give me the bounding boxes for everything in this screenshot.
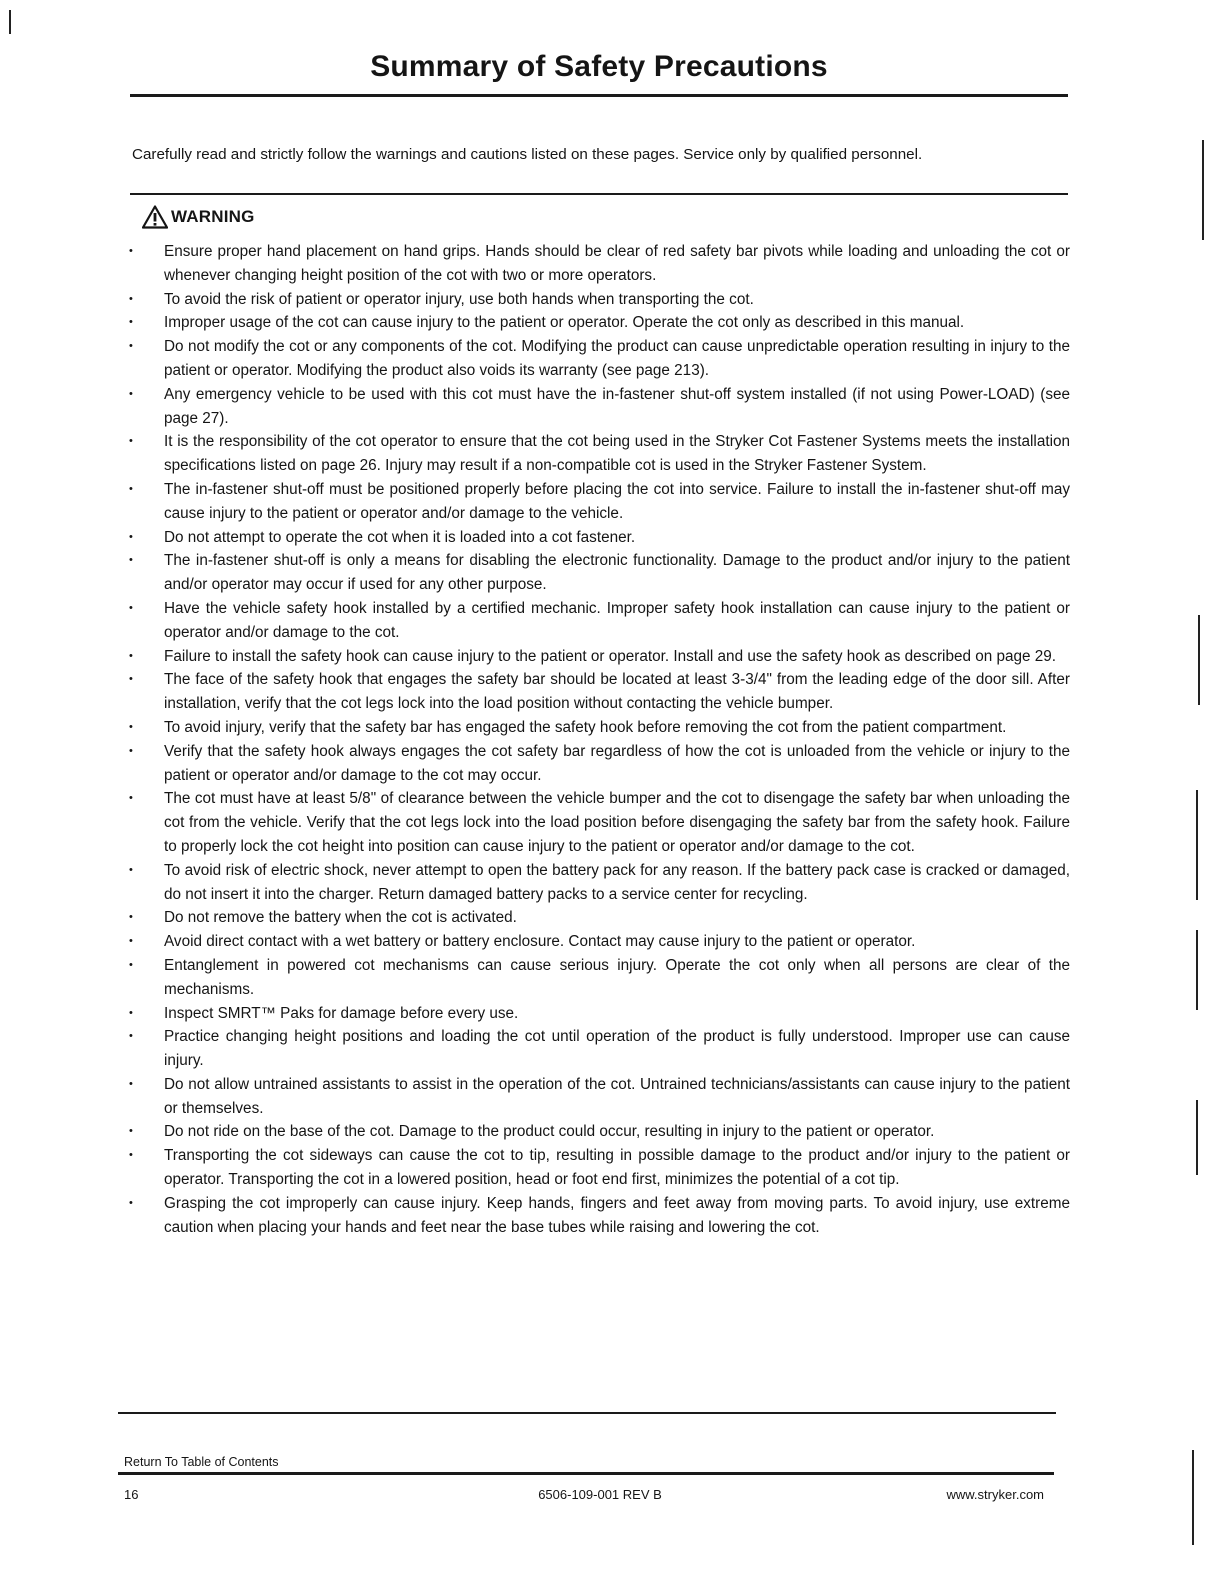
page-title: Summary of Safety Precautions bbox=[370, 50, 828, 83]
warning-item: • Any emergency vehicle to be used with this cot must have the in-fastener shut-off system installed (if not using Power-LOAD) (see page 27). bbox=[120, 383, 1070, 431]
warning-item: • Grasping the cot improperly can cause injury. Keep hands, fingers and feet away from moving parts. To avoid injury, use extreme caution when placing your hands and feet near the base tubes while raising and lowering the cot. bbox=[120, 1192, 1070, 1240]
page-number: 16 bbox=[124, 1487, 139, 1502]
warning-item: • The in-fastener shut-off is only a means for disabling the electronic functionality. Damage to the product and/or injury to the patient and/or operator may occur if used for any other purpose. bbox=[120, 549, 1070, 597]
warning-item: • Ensure proper hand placement on hand grips. Hands should be clear of red safety bar pivots while loading and unloading the cot or whenever changing height position of the cot with two or more operators. bbox=[120, 240, 1070, 288]
warning-item: • Entanglement in powered cot mechanisms can cause serious injury. Operate the cot only when all persons are clear of the mechanisms. bbox=[120, 954, 1070, 1002]
intro-text: Carefully read and strictly follow the warnings and cautions listed on these pages. Service only by qualified personnel. bbox=[132, 146, 923, 163]
scan-edge-mark bbox=[1192, 1450, 1194, 1545]
warning-item: • Do not remove the battery when the cot is activated. bbox=[120, 906, 1070, 930]
scan-edge-mark bbox=[9, 10, 11, 34]
scan-edge-mark bbox=[1196, 790, 1198, 900]
warning-header bbox=[142, 202, 255, 232]
warning-item: • Do not allow untrained assistants to assist in the operation of the cot. Untrained technicians/assistants can cause injury to the patient or themselves. bbox=[120, 1073, 1070, 1121]
warning-item: • To avoid the risk of patient or operator injury, use both hands when transporting the cot. bbox=[120, 288, 1070, 312]
website-link[interactable]: www.stryker.com bbox=[946, 1487, 1044, 1502]
warning-item: • Practice changing height positions and loading the cot until operation of the product is fully understood. Improper use can cause injury. bbox=[120, 1025, 1070, 1073]
warning-item: • Do not modify the cot or any components of the cot. Modifying the product can cause unpredictable operation resulting in injury to the patient or operator. Modifying the product also voids its warranty (see page 213). bbox=[120, 335, 1070, 383]
document-number: 6506-109-001 REV B bbox=[538, 1487, 662, 1502]
warning-triangle-icon bbox=[142, 205, 168, 229]
title-divider bbox=[130, 94, 1068, 97]
warning-item: • The face of the safety hook that engages the safety bar should be located at least 3-3/4" from the leading edge of the door sill. After installation, verify that the cot legs lock into the load position without contacting the vehicle bumper. bbox=[120, 668, 1070, 716]
warning-item: • Avoid direct contact with a wet battery or battery enclosure. Contact may cause injury to the patient or operator. bbox=[120, 930, 1070, 954]
warning-item: • The cot must have at least 5/8" of clearance between the vehicle bumper and the cot to disengage the safety bar when unloading the cot from the vehicle. Verify that the cot legs lock into the load position before disengaging the safety bar from the safety hook. Failure to properly lock the cot height into position can cause injury to the patient or operator and/or damage to the cot. bbox=[120, 787, 1070, 858]
warning-item: • To avoid risk of electric shock, never attempt to open the battery pack for any reason. If the battery pack case is cracked or damaged, do not insert it into the charger. Return damaged battery packs to a service center for recycling. bbox=[120, 859, 1070, 907]
warning-item: • Failure to install the safety hook can cause injury to the patient or operator. Install and use the safety hook as described on page 29. bbox=[120, 645, 1070, 669]
intro-divider bbox=[130, 193, 1068, 195]
scan-edge-mark bbox=[1196, 1100, 1198, 1175]
warning-item: • Inspect SMRT™ Paks for damage before every use. bbox=[120, 1002, 1070, 1026]
scan-edge-mark bbox=[1202, 140, 1204, 240]
scan-edge-mark bbox=[1198, 615, 1200, 705]
footer-divider bbox=[118, 1472, 1054, 1475]
list-end-divider bbox=[118, 1412, 1056, 1414]
warning-item: • Have the vehicle safety hook installed by a certified mechanic. Improper safety hook installation can cause injury to the patient or operator and/or damage to the cot. bbox=[120, 597, 1070, 645]
warning-item: • Improper usage of the cot can cause injury to the patient or operator. Operate the cot only as described in this manual. bbox=[120, 311, 1070, 335]
scan-edge-mark bbox=[1196, 930, 1198, 1010]
warning-item: • Do not attempt to operate the cot when it is loaded into a cot fastener. bbox=[120, 526, 1070, 550]
warning-item: • To avoid injury, verify that the safety bar has engaged the safety hook before removing the cot from the patient compartment. bbox=[120, 716, 1070, 740]
warning-item: • Transporting the cot sideways can cause the cot to tip, resulting in possible damage to the product and/or injury to the patient or operator. Transporting the cot in a lowered position, head or foot end first, minimizes the potential of a cot tip. bbox=[120, 1144, 1070, 1192]
warning-item: • The in-fastener shut-off must be positioned properly before placing the cot into service. Failure to install the in-fastener shut-off may cause injury to the patient or operator and/or damage to the vehicle. bbox=[120, 478, 1070, 526]
warning-item: • Do not ride on the base of the cot. Damage to the product could occur, resulting in injury to the patient or operator. bbox=[120, 1120, 1070, 1144]
warning-item: • Verify that the safety hook always engages the cot safety bar regardless of how the cot is unloaded from the vehicle or injury to the patient or operator and/or damage to the cot may occur. bbox=[120, 740, 1070, 788]
warning-item: • It is the responsibility of the cot operator to ensure that the cot being used in the Stryker Cot Fastener Systems meets the installation specifications listed on page 26. Injury may result if a non-compatible cot is used in the Stryker Fastener System. bbox=[120, 430, 1070, 478]
warning-label: WARNING bbox=[171, 207, 255, 226]
warning-list bbox=[120, 240, 1070, 1239]
return-to-toc-link[interactable]: Return To Table of Contents bbox=[124, 1455, 279, 1469]
